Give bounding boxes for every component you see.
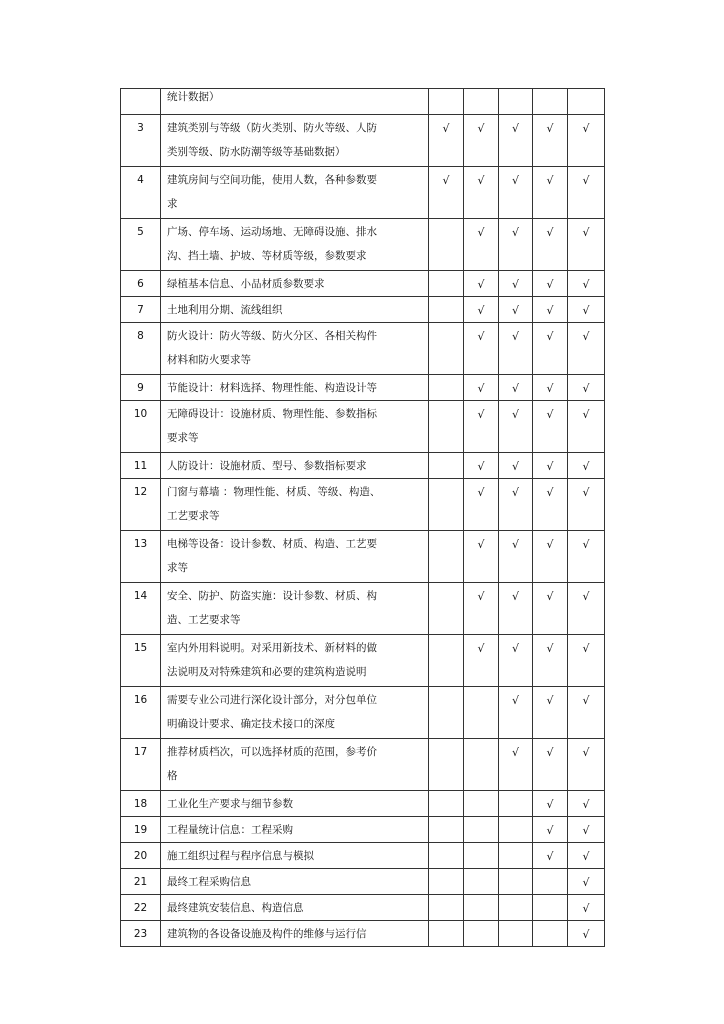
row-description — [161, 791, 429, 817]
row-number: 13 — [121, 531, 161, 583]
stage-check-3 — [499, 89, 533, 115]
stage-check-4: √ — [533, 323, 568, 375]
description-line: 类别等级、防水防潮等级等基础数据） — [167, 146, 346, 158]
row-number: 17 — [121, 739, 161, 791]
table-row — [121, 687, 605, 739]
stage-check-3: √ — [499, 531, 533, 583]
description-line: 施工组织过程与程序信息与模拟 — [167, 850, 314, 862]
stage-check-1 — [429, 375, 464, 401]
row-number: 20 — [121, 843, 161, 869]
row-number: 15 — [121, 635, 161, 687]
stage-check-2: √ — [464, 531, 499, 583]
stage-check-3 — [499, 817, 533, 843]
row-number: 19 — [121, 817, 161, 843]
stage-check-1 — [429, 843, 464, 869]
row-description — [161, 531, 429, 583]
info-requirements-table — [120, 88, 605, 947]
stage-check-4 — [533, 921, 568, 947]
description-line: 室内外用料说明。对采用新技术、新材料的做 — [167, 642, 377, 654]
row-number: 11 — [121, 453, 161, 479]
row-number — [121, 89, 161, 115]
stage-check-2: √ — [464, 219, 499, 271]
table-row — [121, 895, 605, 921]
table-row — [121, 531, 605, 583]
stage-check-3: √ — [499, 687, 533, 739]
stage-check-3: √ — [499, 479, 533, 531]
description-line: 明确设计要求、确定技术接口的深度 — [167, 718, 335, 730]
description-line: 绿植基本信息、小品材质参数要求 — [167, 278, 325, 290]
row-description — [161, 895, 429, 921]
stage-check-5: √ — [568, 479, 605, 531]
stage-check-2: √ — [464, 115, 499, 167]
table-row — [121, 739, 605, 791]
row-description — [161, 635, 429, 687]
row-description — [161, 219, 429, 271]
stage-check-4: √ — [533, 115, 568, 167]
description-line: 防火设计：防火等级、防火分区、各相关构件 — [167, 330, 377, 342]
row-number: 22 — [121, 895, 161, 921]
row-number: 9 — [121, 375, 161, 401]
stage-check-4: √ — [533, 297, 568, 323]
stage-check-3: √ — [499, 739, 533, 791]
stage-check-2: √ — [464, 297, 499, 323]
description-line: 土地利用分期、流线组织 — [167, 304, 283, 316]
stage-check-1 — [429, 453, 464, 479]
stage-check-3: √ — [499, 583, 533, 635]
stage-check-1 — [429, 297, 464, 323]
table-row — [121, 323, 605, 375]
stage-check-5 — [568, 89, 605, 115]
stage-check-5: √ — [568, 115, 605, 167]
stage-check-1 — [429, 89, 464, 115]
stage-check-4: √ — [533, 687, 568, 739]
stage-check-1 — [429, 895, 464, 921]
row-description — [161, 739, 429, 791]
stage-check-4: √ — [533, 271, 568, 297]
stage-check-5: √ — [568, 271, 605, 297]
row-description — [161, 843, 429, 869]
stage-check-3: √ — [499, 401, 533, 453]
row-number: 21 — [121, 869, 161, 895]
row-description — [161, 479, 429, 531]
description-line: 造、工艺要求等 — [167, 614, 241, 626]
row-description — [161, 921, 429, 947]
row-number: 4 — [121, 167, 161, 219]
stage-check-5: √ — [568, 635, 605, 687]
row-description — [161, 817, 429, 843]
stage-check-5: √ — [568, 401, 605, 453]
stage-check-2 — [464, 895, 499, 921]
stage-check-1 — [429, 401, 464, 453]
description-line: 求等 — [167, 562, 188, 574]
description-line: 建筑房间与空间功能，使用人数，各种参数要 — [167, 174, 377, 186]
table-row — [121, 843, 605, 869]
description-line: 要求等 — [167, 432, 199, 444]
description-line: 工业化生产要求与细节参数 — [167, 798, 293, 810]
stage-check-3: √ — [499, 323, 533, 375]
row-description — [161, 323, 429, 375]
stage-check-2: √ — [464, 635, 499, 687]
stage-check-2: √ — [464, 401, 499, 453]
stage-check-5: √ — [568, 843, 605, 869]
description-line: 工艺要求等 — [167, 510, 220, 522]
stage-check-3: √ — [499, 453, 533, 479]
stage-check-2: √ — [464, 167, 499, 219]
row-number: 8 — [121, 323, 161, 375]
description-line: 无障碍设计：设施材质、物理性能、参数指标 — [167, 408, 377, 420]
description-line: 推荐材质档次，可以选择材质的范围，参考价 — [167, 746, 377, 758]
stage-check-3 — [499, 895, 533, 921]
stage-check-2 — [464, 791, 499, 817]
description-line: 最终建筑安装信息、构造信息 — [167, 902, 304, 914]
stage-check-3: √ — [499, 167, 533, 219]
stage-check-5: √ — [568, 687, 605, 739]
stage-check-5: √ — [568, 791, 605, 817]
stage-check-3: √ — [499, 115, 533, 167]
stage-check-3 — [499, 869, 533, 895]
table-row — [121, 635, 605, 687]
stage-check-3: √ — [499, 297, 533, 323]
table-body — [121, 89, 605, 947]
info-requirements-table-page — [120, 88, 604, 947]
description-line: 需要专业公司进行深化设计部分，对分包单位 — [167, 694, 377, 706]
stage-check-3: √ — [499, 271, 533, 297]
stage-check-2 — [464, 739, 499, 791]
description-line: 广场、停车场、运动场地、无障碍设施、排水 — [167, 226, 377, 238]
table-row — [121, 921, 605, 947]
row-number: 6 — [121, 271, 161, 297]
stage-check-5: √ — [568, 375, 605, 401]
stage-check-1 — [429, 817, 464, 843]
description-line: 电梯等设备：设计参数、材质、构造、工艺要 — [167, 538, 377, 550]
table-row — [121, 869, 605, 895]
row-number: 3 — [121, 115, 161, 167]
description-line: 材料和防火要求等 — [167, 354, 251, 366]
stage-check-2 — [464, 869, 499, 895]
description-line: 安全、防护、防盗实施：设计参数、材质、构 — [167, 590, 377, 602]
stage-check-4: √ — [533, 791, 568, 817]
row-description — [161, 583, 429, 635]
row-number: 10 — [121, 401, 161, 453]
table-row — [121, 401, 605, 453]
stage-check-2: √ — [464, 323, 499, 375]
stage-check-5: √ — [568, 895, 605, 921]
row-description — [161, 401, 429, 453]
stage-check-2 — [464, 921, 499, 947]
description-line: 法说明及对特殊建筑和必要的建筑构造说明 — [167, 666, 367, 678]
stage-check-1 — [429, 583, 464, 635]
row-description — [161, 271, 429, 297]
stage-check-4: √ — [533, 479, 568, 531]
row-number: 5 — [121, 219, 161, 271]
stage-check-1 — [429, 323, 464, 375]
stage-check-2 — [464, 817, 499, 843]
stage-check-2: √ — [464, 479, 499, 531]
description-line: 建筑类别与等级（防火类别、防火等级、人防 — [167, 122, 377, 134]
table-row — [121, 817, 605, 843]
stage-check-4: √ — [533, 375, 568, 401]
row-description — [161, 115, 429, 167]
stage-check-1 — [429, 687, 464, 739]
stage-check-3 — [499, 843, 533, 869]
row-description — [161, 453, 429, 479]
table-row — [121, 167, 605, 219]
stage-check-4: √ — [533, 635, 568, 687]
stage-check-2: √ — [464, 271, 499, 297]
stage-check-4: √ — [533, 453, 568, 479]
stage-check-4: √ — [533, 167, 568, 219]
row-description — [161, 375, 429, 401]
row-number: 7 — [121, 297, 161, 323]
stage-check-4: √ — [533, 583, 568, 635]
stage-check-3 — [499, 791, 533, 817]
stage-check-3: √ — [499, 375, 533, 401]
stage-check-4 — [533, 89, 568, 115]
stage-check-4 — [533, 869, 568, 895]
table-row — [121, 583, 605, 635]
row-number: 16 — [121, 687, 161, 739]
description-line: 工程量统计信息：工程采购 — [167, 824, 293, 836]
stage-check-1 — [429, 869, 464, 895]
stage-check-4: √ — [533, 219, 568, 271]
description-line: 统计数据） — [167, 91, 220, 103]
row-description — [161, 167, 429, 219]
table-row — [121, 375, 605, 401]
description-line: 人防设计：设施材质、型号、参数指标要求 — [167, 460, 367, 472]
table-row — [121, 297, 605, 323]
description-line: 求 — [167, 198, 178, 210]
row-description — [161, 89, 429, 115]
table-row — [121, 791, 605, 817]
stage-check-4: √ — [533, 401, 568, 453]
table-row — [121, 89, 605, 115]
description-line: 沟、挡土墙、护坡、等材质等级，参数要求 — [167, 250, 367, 262]
stage-check-1 — [429, 635, 464, 687]
stage-check-1 — [429, 739, 464, 791]
stage-check-3 — [499, 921, 533, 947]
description-line: 节能设计：材料选择、物理性能、构造设计等 — [167, 382, 377, 394]
stage-check-5: √ — [568, 323, 605, 375]
stage-check-5: √ — [568, 739, 605, 791]
table-row — [121, 115, 605, 167]
stage-check-1: √ — [429, 115, 464, 167]
table-row — [121, 479, 605, 531]
stage-check-2: √ — [464, 453, 499, 479]
stage-check-2 — [464, 89, 499, 115]
row-number: 12 — [121, 479, 161, 531]
stage-check-4: √ — [533, 843, 568, 869]
stage-check-1 — [429, 219, 464, 271]
stage-check-2 — [464, 843, 499, 869]
stage-check-1 — [429, 531, 464, 583]
row-description — [161, 687, 429, 739]
stage-check-5: √ — [568, 167, 605, 219]
row-number: 18 — [121, 791, 161, 817]
stage-check-4: √ — [533, 531, 568, 583]
stage-check-5: √ — [568, 531, 605, 583]
stage-check-1 — [429, 791, 464, 817]
stage-check-1 — [429, 271, 464, 297]
table-row — [121, 453, 605, 479]
description-line: 格 — [167, 770, 178, 782]
stage-check-5: √ — [568, 219, 605, 271]
row-description — [161, 869, 429, 895]
table-row — [121, 219, 605, 271]
stage-check-4: √ — [533, 739, 568, 791]
stage-check-1 — [429, 479, 464, 531]
stage-check-4 — [533, 895, 568, 921]
stage-check-1 — [429, 921, 464, 947]
stage-check-5: √ — [568, 869, 605, 895]
description-line: 最终工程采购信息 — [167, 876, 251, 888]
stage-check-1: √ — [429, 167, 464, 219]
stage-check-2: √ — [464, 583, 499, 635]
stage-check-3: √ — [499, 219, 533, 271]
stage-check-3: √ — [499, 635, 533, 687]
description-line: 门窗与幕墙 ：物理性能、材质、等级、构造、 — [167, 486, 381, 498]
stage-check-5: √ — [568, 817, 605, 843]
description-line: 建筑物的各设备设施及构件的维修与运行信 — [167, 928, 367, 940]
stage-check-2: √ — [464, 375, 499, 401]
stage-check-5: √ — [568, 583, 605, 635]
stage-check-5: √ — [568, 453, 605, 479]
row-number: 14 — [121, 583, 161, 635]
stage-check-4: √ — [533, 817, 568, 843]
stage-check-5: √ — [568, 297, 605, 323]
row-description — [161, 297, 429, 323]
stage-check-5: √ — [568, 921, 605, 947]
table-row — [121, 271, 605, 297]
row-number: 23 — [121, 921, 161, 947]
stage-check-2 — [464, 687, 499, 739]
